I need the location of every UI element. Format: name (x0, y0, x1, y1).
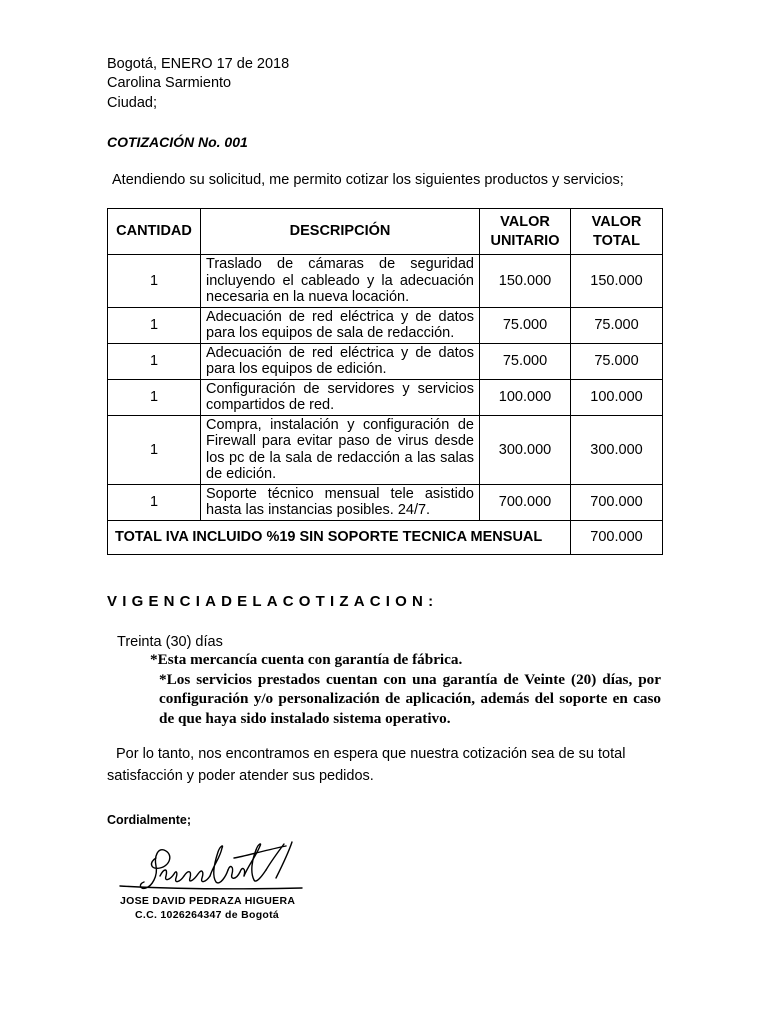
row-description: Configuración de servidores y servicios compartidos de red. (201, 379, 480, 415)
intro-text: Atendiendo su solicitud, me permito cotizar los siguientes productos y servicios; (112, 172, 624, 188)
signatory-name: JOSE DAVID PEDRAZA HIGUERA (120, 895, 296, 907)
row-quantity: 1 (108, 343, 201, 379)
row-unit-value: 75.000 (480, 307, 571, 343)
table-row (108, 415, 663, 484)
row-unit-value: 100.000 (480, 379, 571, 415)
table-row (108, 343, 663, 379)
row-description: Compra, instalación y configuración de Firewall para evitar paso de virus desde los pc de la sala de redacción a las salas de edición. (201, 415, 480, 484)
table-total-row (108, 520, 663, 554)
row-quantity: 1 (108, 415, 201, 484)
validity-heading: VIGENCIADELACOTIZACION: (107, 593, 439, 610)
quote-table (107, 208, 663, 555)
row-quantity: 1 (108, 307, 201, 343)
row-total-value: 700.000 (571, 484, 663, 520)
row-quantity: 1 (108, 484, 201, 520)
row-quantity: 1 (108, 255, 201, 308)
total-label: TOTAL IVA INCLUIDO %19 SIN SOPORTE TECNICA MENSUAL (108, 520, 571, 554)
header-cantidad: CANTIDAD (108, 209, 201, 255)
total-value: 700.000 (571, 520, 663, 554)
handwritten-signature (116, 836, 316, 903)
header-valor-unitario: VALOR UNITARIO (480, 209, 571, 255)
validity-duration: Treinta (30) días (117, 634, 223, 650)
header-descripcion: DESCRIPCIÓN (201, 209, 480, 255)
warranty-note-services: *Los servicios prestados cuentan con una garantía de Veinte (20) días, por configuración y/o personalización de aplicación, además del soporte en caso de que haya sido instalado sistema operativo. (159, 671, 661, 727)
closing-paragraph: Por lo tanto, nos encontramos en espera que nuestra cotización sea de su total satisfacción y poder atender sus pedidos. (107, 746, 626, 784)
recipient-name: Carolina Sarmiento (107, 75, 232, 91)
table-row (108, 484, 663, 520)
row-total-value: 75.000 (571, 343, 663, 379)
recipient-city: Ciudad; (107, 95, 157, 111)
row-quantity: 1 (108, 379, 201, 415)
row-total-value: 300.000 (571, 415, 663, 484)
header-valor-total: VALOR TOTAL (571, 209, 663, 255)
table-row (108, 255, 663, 308)
row-total-value: 75.000 (571, 307, 663, 343)
signatory-id: C.C. 1026264347 de Bogotá (135, 909, 280, 921)
warranty-note-factory: *Esta mercancía cuenta con garantía de fábrica. (150, 651, 463, 668)
table-row (108, 307, 663, 343)
row-description: Soporte técnico mensual tele asistido hasta las instancias posibles. 24/7. (201, 484, 480, 520)
table-row (108, 379, 663, 415)
date-line: Bogotá, ENERO 17 de 2018 (107, 56, 290, 72)
row-description: Adecuación de red eléctrica y de datos para los equipos de edición. (201, 343, 480, 379)
table-header-row (108, 209, 663, 255)
row-unit-value: 150.000 (480, 255, 571, 308)
row-unit-value: 300.000 (480, 415, 571, 484)
sign-off: Cordialmente; (107, 813, 192, 827)
row-total-value: 150.000 (571, 255, 663, 308)
row-description: Traslado de cámaras de seguridad incluyendo el cableado y la adecuación necesaria en la nueva locación. (201, 255, 480, 308)
row-unit-value: 700.000 (480, 484, 571, 520)
row-total-value: 100.000 (571, 379, 663, 415)
row-description: Adecuación de red eléctrica y de datos para los equipos de sala de redacción. (201, 307, 480, 343)
quote-number: COTIZACIÓN No. 001 (107, 134, 248, 150)
row-unit-value: 75.000 (480, 343, 571, 379)
